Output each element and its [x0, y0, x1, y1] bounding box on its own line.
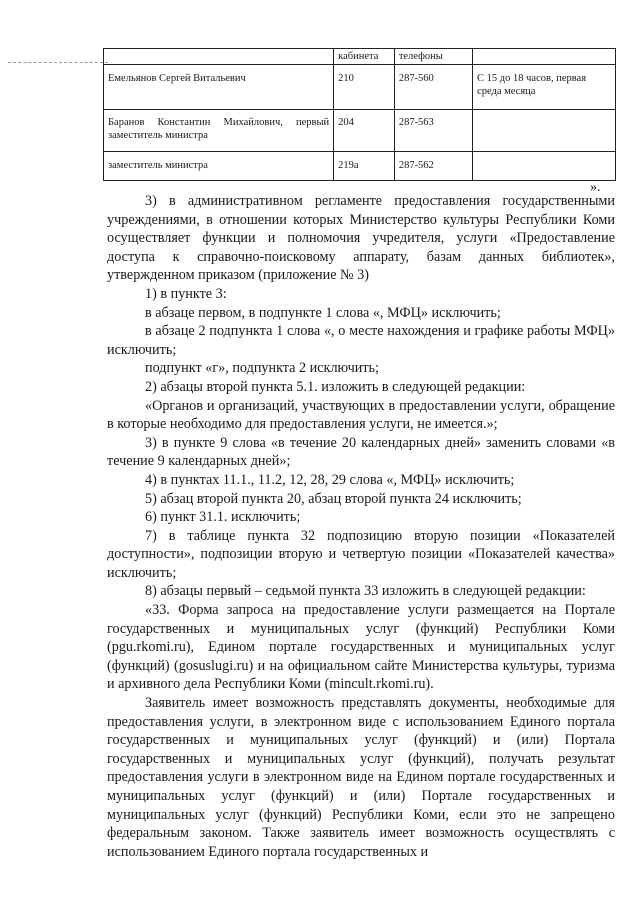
- cell-phone: 287-563: [394, 110, 472, 152]
- table-row: [104, 65, 616, 110]
- paragraph: подпункт «г», подпункта 2 исключить;: [145, 360, 379, 377]
- paragraph: «Органов и организаций, участвующих в предоставлении услуги, обращение в которые необходимо для предоставления услуги, не имеется.»;: [107, 397, 615, 433]
- cell-room: 219а: [334, 152, 395, 181]
- table-row: [104, 152, 616, 181]
- paragraph: 3) в пункте 9 слова «в течение 20 календарных дней» заменить словами «в течение 9 календарных дней»;: [107, 434, 615, 470]
- paragraph: «33. Форма запроса на предоставление услуги размещается на Портале государственных и муниципальных услуг (функций) Республики Коми (pgu.rkomi.ru), Едином портале государственных и муниципальных услуг (функций) (gosuslugi.ru) и на официальном сайте Министерства культуры, туризма и архивного дела Республики Коми (mincult.rkomi.ru).: [107, 602, 615, 693]
- paragraph: 7) в таблице пункта 32 подпозицию вторую позиции «Показателей доступности», подпозиции вторую и четвертую позиции «Показателей качества» исключить;: [107, 527, 615, 581]
- cell-reception-hours: [473, 110, 616, 152]
- cell-phone: 287-560: [394, 65, 472, 110]
- header-cell-name: [104, 49, 334, 65]
- cell-person-name: Баранов Константин Михайлович, первый заместитель министра: [104, 110, 334, 152]
- paragraph: 1) в пункте 3:: [145, 285, 227, 302]
- cell-room: 204: [334, 110, 395, 152]
- closing-quote: ».: [590, 180, 601, 195]
- contacts-table: [103, 48, 616, 181]
- cell-reception-hours: [473, 152, 616, 181]
- cell-reception-hours: С 15 до 18 часов, первая среда месяца: [473, 65, 616, 110]
- paragraph: 4) в пунктах 11.1., 11.2, 12, 28, 29 слова «, МФЦ» исключить;: [145, 471, 515, 488]
- table-header-row: [104, 49, 616, 65]
- paragraph: 2) абзацы второй пункта 5.1. изложить в следующей редакции:: [145, 378, 526, 395]
- paragraph: в абзаце 2 подпункта 1 слова «, о месте нахождения и графике работы МФЦ» исключить;: [107, 323, 615, 358]
- cell-phone: 287-562: [394, 152, 472, 181]
- cell-person-name: заместитель министра: [104, 152, 334, 181]
- paragraph: 8) абзацы первый – седьмой пункта 33 изложить в следующей редакции:: [145, 583, 586, 600]
- document-body: [107, 192, 615, 861]
- cell-room: 210: [334, 65, 395, 110]
- header-cell-hours: [473, 49, 616, 65]
- paragraph: 3) в административном регламенте предоставления государственными учреждениями, в отношении которых Министерство культуры Республики Коми осуществляет функции и полномочия учредителя, услуги «Предоставление доступа к справочно-поисковому аппарату, базам данных библиотек», утвержденном приказом (приложение № 3): [107, 193, 615, 284]
- table-row: [104, 110, 616, 152]
- header-rule: [8, 62, 108, 63]
- header-cell-room: кабинета: [334, 49, 395, 65]
- header-cell-phones: телефоны: [394, 49, 472, 65]
- paragraph: в абзаце первом, в подпункте 1 слова «, МФЦ» исключить;: [145, 304, 501, 321]
- paragraph: Заявитель имеет возможность представлять документы, необходимые для предоставления услуги, в электронном виде с использованием Единого портала государственных и муниципальных услуг (функций) и (или) Портала государственных и муниципальных услуг (функций), получать результат предоставления услуги в электронном виде на Едином портале государственных и муниципальных услуг (функций) и (или) Портале государственных и муниципальных услуг (функций) Республики Коми, если это не запрещено федеральным законом. Также заявитель имеет возможность осуществлять с использованием Единого портала государственных и: [107, 695, 615, 860]
- paragraph: 6) пункт 31.1. исключить;: [145, 509, 301, 526]
- paragraph: 5) абзац второй пункта 20, абзац второй пункта 24 исключить;: [145, 490, 522, 507]
- cell-person-name: Емельянов Сергей Витальевич: [104, 65, 334, 110]
